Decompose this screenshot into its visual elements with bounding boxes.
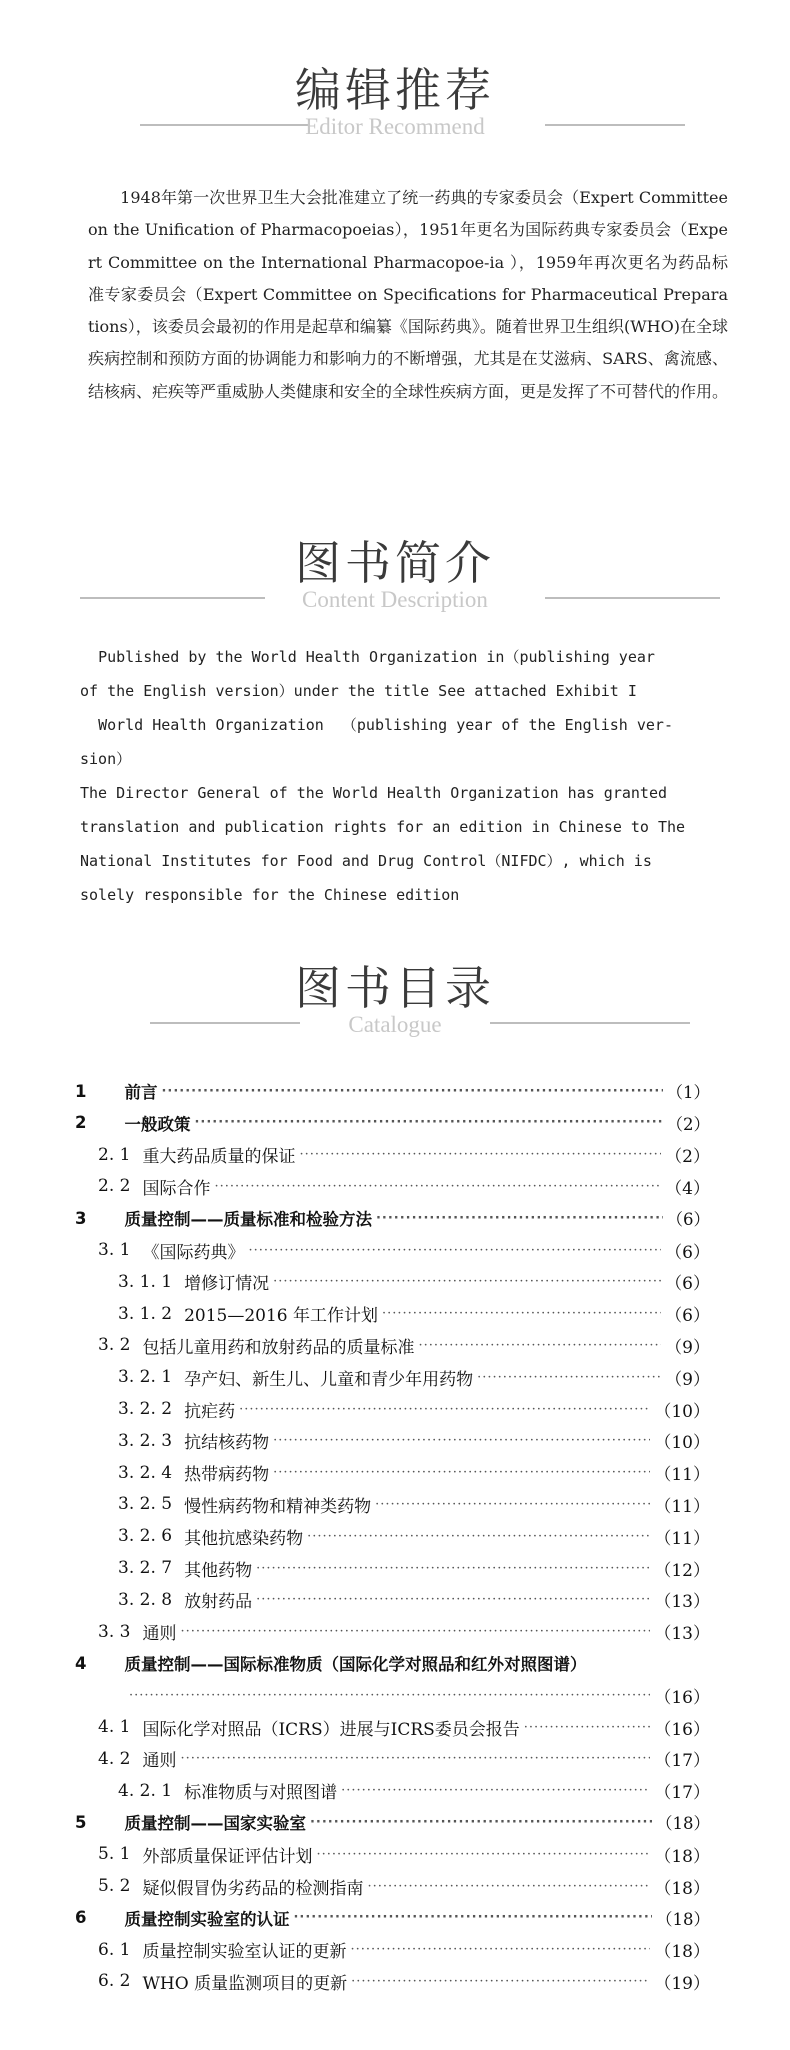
toc-title: 其他抗感染药物 bbox=[184, 1528, 304, 1549]
toc-page-number: （6） bbox=[665, 1242, 710, 1263]
toc-entry bbox=[98, 1711, 710, 1743]
toc-title: 外部质量保证评估计划 bbox=[142, 1846, 313, 1867]
toc-title: 《国际药典》 bbox=[142, 1242, 245, 1263]
toc-number: 3. 1. 1 bbox=[118, 1271, 173, 1292]
toc-title: 通则 bbox=[142, 1624, 177, 1645]
toc-leader-dots bbox=[351, 1974, 650, 1989]
toc-entry bbox=[98, 1139, 710, 1171]
header-rule-right bbox=[490, 1022, 690, 1024]
toc-title: 质量控制——质量标准和检验方法 bbox=[124, 1210, 372, 1230]
toc-page-number: （6） bbox=[666, 1210, 710, 1230]
toc-title: 一般政策 bbox=[124, 1114, 191, 1134]
toc-entry bbox=[98, 1934, 710, 1966]
toc-number: 4. 1 bbox=[98, 1717, 131, 1737]
toc-leader-dots bbox=[375, 1497, 650, 1512]
toc-title: 疑似假冒伪劣药品的检测指南 bbox=[142, 1878, 364, 1899]
toc-title: 质量控制实验室认证的更新 bbox=[142, 1942, 347, 1963]
toc-number: 4. 2 bbox=[98, 1748, 131, 1769]
toc-title: 放射药品 bbox=[184, 1592, 253, 1613]
toc-entry bbox=[118, 1488, 710, 1520]
toc-page-number: （18） bbox=[656, 1909, 710, 1929]
editor-recommend-paragraph: 1948年第一次世界卫生大会批准建立了统一药典的专家委员会（Expert Committee on the Unification of Pharmacopoeias），1951年更名为国际药典专家委员会（Expert Committee on the International Pharmacopoe-ia ），1959年再次更名为药品标准专家委员会（Expert Committee on Specifications for Pharmaceutical Preparations），该委员会最初的作用是起草和编纂《国际药典》。随着世界卫生组织(WHO)在全球疾病控制和预防方面的协调能力和影响力的不断增强，尤其是在艾滋病、SARS、禽流感、结核病、疟疾等严重威胁人类健康和安全的全球性疾病方面，更是发挥了不可替代的作用。 bbox=[88, 188, 729, 401]
toc-page-number: （1） bbox=[666, 1083, 710, 1102]
toc-page-number: （18） bbox=[654, 1878, 710, 1899]
toc-leader-dots bbox=[310, 1815, 652, 1830]
toc-leader-dots bbox=[418, 1338, 661, 1353]
toc-leader-dots bbox=[293, 1910, 652, 1925]
toc-page-number: （16） bbox=[654, 1719, 710, 1740]
toc-title: 国际合作 bbox=[142, 1178, 211, 1199]
toc-title: 质量控制——国家实验室 bbox=[124, 1814, 306, 1834]
toc-leader-dots bbox=[248, 1243, 661, 1258]
catalogue-header bbox=[0, 960, 790, 1040]
toc-page-number: （4） bbox=[665, 1178, 710, 1199]
toc-entry bbox=[125, 1679, 710, 1711]
toc-number: 2. 2 bbox=[98, 1176, 131, 1197]
toc-number: 3. 1. 2 bbox=[118, 1303, 173, 1324]
toc-number: 3. 2. 5 bbox=[118, 1494, 173, 1515]
toc-title: WHO 质量监测项目的更新 bbox=[142, 1973, 348, 1994]
toc-number: 6 bbox=[75, 1908, 87, 1928]
section-title-en: Catalogue bbox=[348, 1012, 442, 1037]
toc-page-number: （18） bbox=[654, 1942, 710, 1963]
toc-title: 增修订情况 bbox=[184, 1274, 270, 1295]
toc-title: 质量控制实验室的认证 bbox=[124, 1909, 290, 1929]
toc-title: 抗结核药物 bbox=[184, 1433, 270, 1454]
toc-number: 3. 2. 8 bbox=[118, 1589, 173, 1610]
toc-title: 通则 bbox=[142, 1751, 177, 1772]
toc-entry bbox=[75, 1202, 710, 1234]
toc-number: 5. 2 bbox=[98, 1876, 131, 1896]
toc-leader-dots bbox=[376, 1211, 663, 1226]
toc-page-number: （11） bbox=[654, 1528, 710, 1549]
toc-page-number: （16） bbox=[654, 1687, 710, 1708]
toc-number: 3. 2. 6 bbox=[118, 1526, 173, 1547]
toc-leader-dots bbox=[256, 1561, 650, 1576]
toc-page-number: （2） bbox=[666, 1114, 710, 1134]
toc-leader-dots bbox=[161, 1084, 662, 1099]
toc-number: 6. 1 bbox=[98, 1939, 131, 1960]
toc-leader-dots bbox=[180, 1624, 650, 1639]
toc-page-number: （19） bbox=[654, 1973, 710, 1994]
toc-title: 慢性病药物和精神类药物 bbox=[184, 1496, 372, 1517]
toc-leader-dots bbox=[299, 1147, 661, 1162]
toc-page-number: （10） bbox=[654, 1401, 710, 1422]
toc-entry bbox=[75, 1902, 710, 1934]
toc-entry bbox=[118, 1361, 710, 1393]
toc-leader-dots bbox=[382, 1306, 661, 1321]
toc-entry bbox=[118, 1266, 710, 1298]
toc-page-number: （6） bbox=[665, 1306, 710, 1327]
toc-page-number: （10） bbox=[654, 1433, 710, 1454]
toc-number: 3. 1 bbox=[98, 1240, 131, 1260]
toc-leader-dots bbox=[350, 1942, 650, 1957]
toc-number: 5 bbox=[75, 1812, 87, 1832]
toc-entry bbox=[118, 1425, 710, 1457]
section-title-cn: 图书目录 bbox=[295, 961, 495, 1015]
section-title-cn: 编辑推荐 bbox=[295, 63, 495, 117]
toc-entry bbox=[98, 1234, 710, 1266]
toc-page-number: （11） bbox=[654, 1465, 710, 1486]
toc-number: 3. 2. 7 bbox=[118, 1558, 173, 1578]
toc-page-number: （18） bbox=[654, 1846, 710, 1867]
toc-entry bbox=[75, 1647, 710, 1679]
toc-entry bbox=[98, 1965, 710, 1997]
toc-entry bbox=[118, 1584, 710, 1616]
toc-title: 重大药品质量的保证 bbox=[142, 1147, 296, 1168]
section-title-cn: 图书简介 bbox=[295, 536, 495, 590]
toc-number: 4. 2. 1 bbox=[118, 1780, 173, 1801]
header-rule-right bbox=[545, 597, 720, 599]
toc-title: 其他药物 bbox=[184, 1560, 253, 1581]
toc-entry bbox=[118, 1775, 710, 1807]
toc-entry bbox=[75, 1075, 710, 1107]
toc-leader-dots bbox=[367, 1879, 650, 1894]
toc-number: 3 bbox=[75, 1208, 87, 1228]
toc-page-number: （17） bbox=[654, 1751, 710, 1772]
toc-number: 3. 2 bbox=[98, 1335, 131, 1356]
toc-leader-dots bbox=[239, 1402, 650, 1417]
toc-page-number: （9） bbox=[665, 1369, 710, 1390]
toc-page-number: （9） bbox=[665, 1337, 710, 1358]
toc-title: 质量控制——国际标准物质（国际化学对照品和红外对照图谱） bbox=[124, 1655, 587, 1675]
toc-number: 4 bbox=[75, 1653, 87, 1673]
toc-page-number: （2） bbox=[665, 1147, 710, 1168]
toc-title: 热带病药物 bbox=[184, 1465, 270, 1486]
toc-entry bbox=[118, 1520, 710, 1552]
toc-number: 3. 2. 4 bbox=[118, 1462, 173, 1483]
toc-title: 2015—2016 年工作计划 bbox=[184, 1306, 379, 1327]
toc-leader-dots bbox=[316, 1847, 650, 1862]
toc-number: 3. 2. 3 bbox=[118, 1430, 173, 1451]
content-description-header bbox=[0, 535, 790, 615]
toc-page-number: （12） bbox=[654, 1560, 710, 1581]
toc-page-number: （6） bbox=[665, 1274, 710, 1295]
toc-title: 标准物质与对照图谱 bbox=[184, 1783, 338, 1804]
toc-number: 3. 2. 2 bbox=[118, 1399, 173, 1419]
toc-number: 2 bbox=[75, 1113, 87, 1133]
toc-leader-dots bbox=[273, 1465, 650, 1480]
toc-entry bbox=[98, 1616, 710, 1648]
toc-leader-dots bbox=[477, 1370, 661, 1385]
toc-number: 1 bbox=[75, 1081, 87, 1101]
section-title-en: Content Description bbox=[302, 587, 488, 612]
toc-number: 3. 3 bbox=[98, 1621, 131, 1642]
toc-number: 3. 2. 1 bbox=[118, 1367, 173, 1388]
toc-leader-dots bbox=[194, 1115, 662, 1130]
toc-title: 抗疟药 bbox=[184, 1401, 236, 1422]
toc-entry bbox=[118, 1457, 710, 1489]
toc-entry bbox=[98, 1838, 710, 1870]
toc-title: 国际化学对照品（ICRS）进展与ICRS委员会报告 bbox=[142, 1719, 520, 1740]
toc-entry bbox=[98, 1170, 710, 1202]
toc-leader-dots bbox=[273, 1433, 650, 1448]
toc-leader-dots bbox=[214, 1179, 661, 1194]
toc-title: 前言 bbox=[124, 1083, 158, 1102]
toc-entry bbox=[118, 1552, 710, 1584]
toc-entry bbox=[98, 1329, 710, 1361]
toc-page-number: （13） bbox=[654, 1624, 710, 1645]
toc-leader-dots bbox=[180, 1751, 650, 1766]
toc-entry bbox=[75, 1107, 710, 1139]
toc-page-number: （17） bbox=[654, 1783, 710, 1804]
editor-recommend-header bbox=[0, 62, 790, 142]
toc-number: 2. 1 bbox=[98, 1144, 131, 1165]
toc-entry bbox=[75, 1806, 710, 1838]
toc-title: 孕产妇、新生儿、儿童和青少年用药物 bbox=[184, 1369, 474, 1390]
toc-entry bbox=[98, 1870, 710, 1902]
toc-entry bbox=[118, 1393, 710, 1425]
toc-page-number: （11） bbox=[654, 1496, 710, 1517]
toc-entry bbox=[98, 1743, 710, 1775]
toc-leader-dots bbox=[307, 1529, 650, 1544]
toc-leader-dots bbox=[524, 1720, 651, 1735]
header-rule-right bbox=[545, 124, 685, 126]
toc-leader-dots bbox=[129, 1688, 650, 1703]
section-title-en: Editor Recommend bbox=[305, 114, 485, 139]
toc-leader-dots bbox=[341, 1783, 650, 1798]
toc-title: 包括儿童用药和放射药品的质量标准 bbox=[142, 1337, 415, 1358]
toc-page-number: （13） bbox=[654, 1592, 710, 1613]
toc-number: 6. 2 bbox=[98, 1971, 131, 1992]
toc-number: 5. 1 bbox=[98, 1844, 131, 1865]
toc-leader-dots bbox=[273, 1274, 661, 1289]
toc-entry bbox=[118, 1298, 710, 1330]
toc-page-number: （18） bbox=[656, 1814, 710, 1834]
content-description-paragraph: Published by the World Health Organization in（publishing year of the English version）under the title See attached Exhibit I World Health Organization （publishing year of the English ver- sion） The Director General of the World Health Organization has granted translation and publication rights for an edition in Chinese to The National Institutes for Food and Drug Control（NIFDC）, which is solely responsible for the Chinese edition bbox=[80, 648, 686, 904]
toc-leader-dots bbox=[256, 1592, 650, 1607]
